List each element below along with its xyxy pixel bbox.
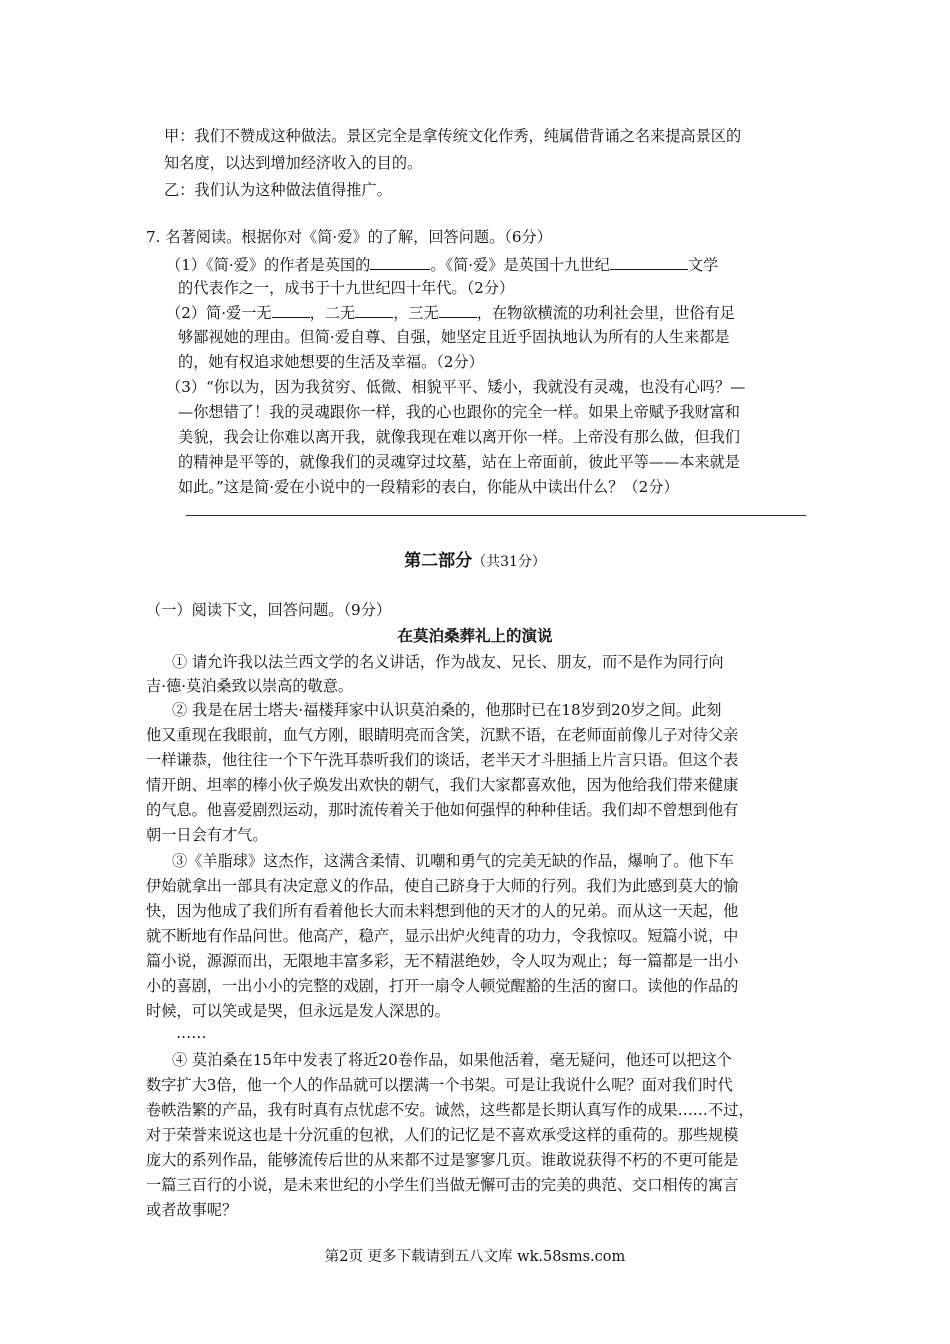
q7-part3-line: 的精神是平等的，就像我们的灵魂穿过坟墓，站在上帝面前，彼此平等——本来就是 <box>178 453 740 471</box>
answer-blank-genre[interactable] <box>610 254 688 270</box>
q7-part3-line: 美貌，我会让你难以离开我，就像我现在难以离开你一样。上帝没有那么做，但我们 <box>178 428 740 446</box>
q7-part2-text-a: （2）简·爱一无 <box>166 304 272 322</box>
article-line: ② 我是在居士塔夫·福楼拜家中认识莫泊桑的，他那时已在18岁到20岁之间。此刻 <box>172 701 722 719</box>
article-line: 伊始就拿出一部具有决定意义的作品，使自己跻身于大师的行列。我们为此感到莫大的愉 <box>146 877 739 895</box>
q7-part3-line: （3）“你以为，因为我贫穷、低微、相貌平平、矮小，我就没有灵魂，也没有心吗？— <box>166 378 746 396</box>
q7-part1-line2: 的代表作之一，成书于十九世纪四十年代。（2分） <box>178 279 515 297</box>
article-title: 在莫泊桑葬礼上的演说 <box>397 627 553 645</box>
article-line: 情开朗、坦率的棒小伙子焕发出欢快的朝气，我们大家都喜欢他，因为他给我们带来健康 <box>146 776 739 794</box>
article-line: ③《羊脂球》这杰作，这满含柔情、讥嘲和勇气的完美无缺的作品，爆响了。他下车 <box>172 852 734 870</box>
debate-jia-line-1: 甲：我们不赞成这种做法。景区完全是拿传统文化作秀，纯属借背诵之名来提高景区的 <box>164 127 742 145</box>
answer-blank-author[interactable] <box>370 254 430 270</box>
article-line: 就不断地有作品问世。他高产，稳产，显示出炉火纯青的功力，令我惊叹。短篇小说，中 <box>146 927 739 945</box>
page-footer: 第2页 更多下载请到五八文库 wk.58sms.com <box>324 1249 626 1265</box>
article-line: ④ 莫泊桑在15年中发表了将近20卷作品，如果他活着，毫无疑问，他还可以把这个 <box>172 1051 732 1069</box>
answer-blank-1[interactable] <box>272 302 310 318</box>
section-divider <box>186 515 806 516</box>
article-line: 数字扩大3倍，他一个人的作品就可以摆满一个书架。可是让我说什么呢？面对我们时代 <box>146 1076 733 1094</box>
article-line: 卷帙浩繁的产品，我有时真有点忧虑不安。诚然，这些都是长期认真写作的成果……不过， <box>146 1101 754 1119</box>
article-line: 的气息。他喜爱剧烈运动，那时流传着关于他如何强悍的种种佳话。我们却不曾想到他有 <box>146 801 739 819</box>
q7-part2-line3: 的，她有权追求她想要的生活及幸福。（2分） <box>178 353 484 371</box>
article-ellipsis: …… <box>176 1024 207 1042</box>
article-line: 小的喜剧，一出小小的完整的戏剧，打开一扇令人顿觉醒豁的生活的窗口。读他的作品的 <box>146 977 739 995</box>
article-line: 时候，可以笑或是哭，但永远是发人深思的。 <box>146 1002 450 1020</box>
q7-part3-line: 如此。”这是简·爱在小说中的一段精彩的表白，你能从中读出什么？（2分） <box>178 478 679 496</box>
part2-title: 第二部分 <box>404 551 473 571</box>
article-line: 一篇三百行的小说，是未来世纪的小学生们当做无懈可击的完美的典范、交口相传的寓言 <box>146 1176 739 1194</box>
q7-part2-text-d: ，在物欲横流的功利社会里，世俗有足 <box>476 304 735 322</box>
article-line: 一样谦恭，他往往一个下午洗耳恭听我们的谈话，老半天才斗胆插上片言只语。但这个表 <box>146 751 739 769</box>
part2-heading <box>0 551 950 572</box>
article-line: 对于荣誉来说这也是十分沉重的包袱，人们的记忆是不喜欢承受这样的重荷的。那些规模 <box>146 1126 739 1144</box>
article-line: 庞大的系列作品，能够流传后世的从来都不过是寥寥几页。谁敢说获得不朽的不更可能是 <box>146 1151 739 1169</box>
answer-blank-3[interactable] <box>439 302 477 318</box>
q7-title: 7. 名著阅读。根据你对《简·爱》的了解，回答问题。（6分） <box>146 228 552 246</box>
q7-part2-text-c: ，三无 <box>393 304 439 322</box>
q7-part1-text-a: （1）《简·爱》的作者是英国的 <box>166 256 371 274</box>
q7-part1-text-b: 。《简·爱》是英国十九世纪 <box>430 256 610 274</box>
article-line: 快，因为他成了我们所有看着他长大而未料想到他的天才的人的兄弟。而从这一天起，他 <box>146 902 739 920</box>
answer-blank-2[interactable] <box>355 302 393 318</box>
q7-part1-text-c: 文学 <box>687 256 719 274</box>
q7-part1-line1 <box>166 254 718 275</box>
article-line: 他又重现在我眼前，血气方刚，眼睛明亮而含笑，沉默不语，在老师面前像儿子对待父亲 <box>146 726 739 744</box>
article-line: 或者故事呢？ <box>146 1201 238 1219</box>
q7-part2-text-b: ，二无 <box>309 304 356 322</box>
debate-yi-line: 乙：我们认为这种做法值得推广。 <box>164 181 392 199</box>
reading-intro: （一）阅读下文，回答问题。（9分） <box>146 601 392 619</box>
article-line: 吉·德·莫泊桑致以崇高的敬意。 <box>146 677 354 695</box>
article-line: 朝一日会有才气。 <box>146 826 268 844</box>
article-line: ① 请允许我以法兰西文学的名义讲话，作为战友、兄长、朋友，而不是作为同行向 <box>172 653 724 671</box>
q7-part2-line2: 够鄙视她的理由。但简·爱自尊、自强，她坚定且近乎固执地认为所有的人生来都是 <box>178 328 730 346</box>
q7-part2-line1 <box>166 302 735 323</box>
q7-part3-line: —你想错了！我的灵魂跟你一样，我的心也跟你的完全一样。如果上帝赋予我财富和 <box>178 403 740 421</box>
debate-jia-line-2: 知名度，以达到增加经济收入的目的。 <box>164 154 423 172</box>
part2-points: （共31分） <box>472 554 546 570</box>
article-line: 篇小说，源源而出，无限地丰富多彩，无不精湛绝妙，令人叹为观止；每一篇都是一出小 <box>146 952 739 970</box>
